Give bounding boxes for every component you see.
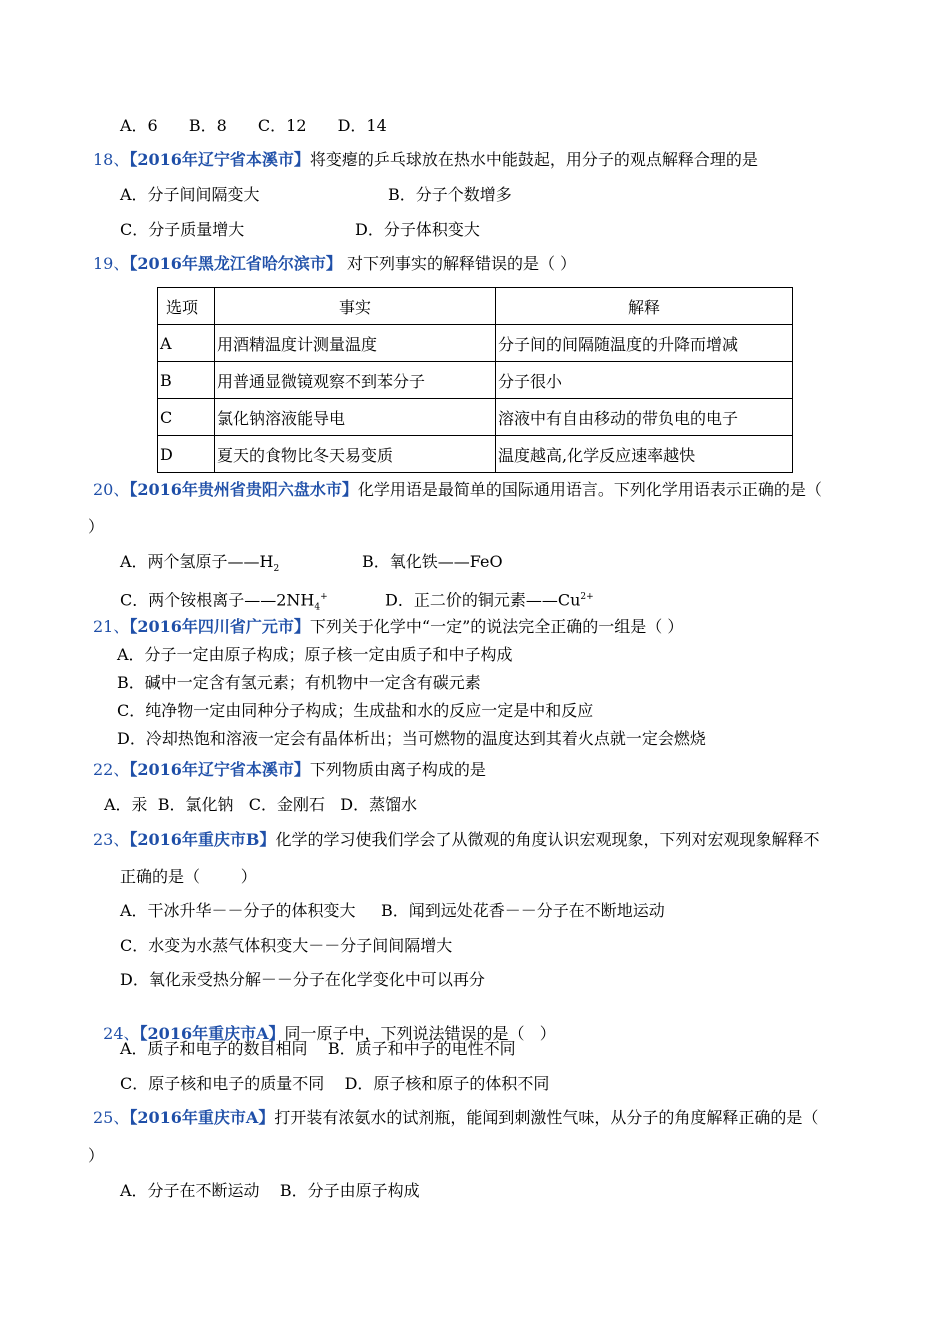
q21-option-c: C．纯净物一定由同种分子构成；生成盐和水的反应一定是中和反应 [117, 701, 594, 720]
table-cell: D [158, 436, 215, 473]
option-text: D．正二价的铜元素——Cu [385, 590, 581, 610]
question-source: 【2016年辽宁省本溪市】 [129, 760, 310, 779]
question-number: 23、 [93, 830, 130, 849]
question-text: 将变瘪的乒乓球放在热水中能鼓起，用分子的观点解释合理的是 [309, 150, 758, 169]
q20-option-b [362, 552, 503, 572]
question-text: 化学用语是最简单的国际通用语言。下列化学用语表示正确的是（ [357, 480, 822, 499]
table-header-cell: 事实 [215, 288, 496, 325]
q17-options [120, 116, 387, 136]
table-cell: 用酒精温度计测量温度 [215, 325, 496, 362]
question-number: 20、 [93, 480, 130, 499]
question-number: 25、 [93, 1108, 130, 1127]
question-source: 【2016年贵州省贵阳六盘水市】 [129, 480, 358, 499]
option-text: A．两个氢原子——H [120, 552, 274, 571]
table-cell: 夏天的食物比冬天易变质 [215, 436, 496, 473]
q20-stem [93, 480, 822, 500]
q21-stem [93, 617, 683, 637]
superscript: 2+ [580, 592, 594, 602]
q20-option-a [120, 552, 279, 579]
question-source: 【2016年四川省广元市】 [129, 617, 310, 636]
question-source: 【2016年重庆市A】 [129, 1108, 275, 1127]
q17-option-a: A．6 [120, 116, 158, 135]
question-text: 化学的学习使我们学会了从微观的角度认识宏观现象，下列对宏观现象解释不 [275, 830, 820, 849]
question-text: 下列物质由离子构成的是 [309, 760, 486, 779]
table-cell: 分子间的间隔随温度的升降而增减 [496, 325, 793, 362]
question-source: 【2016年黑龙江省哈尔滨市】 [129, 254, 342, 273]
table-row [158, 436, 793, 473]
question-number: 19、 [93, 254, 130, 273]
table-cell: 温度越高,化学反应速率越快 [496, 436, 793, 473]
q18-stem [93, 150, 758, 170]
q17-option-b: B．8 [188, 116, 227, 135]
superscript: + [320, 592, 328, 602]
q23-options-ab: A．干冰升华－－分子的体积变大 B．闻到远处花香－－分子在不断地运动 [120, 901, 665, 920]
question-source: 【2016年辽宁省本溪市】 [129, 150, 310, 169]
subscript: 4 [314, 602, 321, 613]
question-number: 22、 [93, 760, 130, 779]
q25-stem-continued: ） [88, 1146, 105, 1165]
table-row [158, 399, 793, 436]
q20-option-c [120, 587, 328, 618]
q23-stem-continued: 正确的是（ ） [120, 867, 257, 886]
question-text: 打开装有浓氨水的试剂瓶，能闻到刺激性气味，从分子的角度解释正确的是（ [274, 1108, 819, 1127]
table-cell: C [158, 399, 215, 436]
q17-option-c: C．12 [257, 116, 307, 135]
q23-stem [93, 830, 819, 850]
q20-option-d [385, 587, 594, 610]
table-cell: A [158, 325, 215, 362]
table-cell: 用普通显微镜观察不到苯分子 [215, 362, 496, 399]
q22-stem [93, 760, 486, 780]
q24-options-ab: A．质子和电子的数目相同 B．质子和中子的电性不同 [120, 1039, 516, 1058]
q20-stem-continued: ） [88, 517, 105, 536]
q21-option-b: B．碱中一定含有氢元素；有机物中一定含有碳元素 [117, 673, 481, 692]
table-cell: 溶液中有自由移动的带负电的电子 [496, 399, 793, 436]
q25-stem [93, 1108, 818, 1128]
table-header-cell: 解释 [496, 288, 793, 325]
question-text: 下列关于化学中“一定”的说法完全正确的一组是（ ） [309, 617, 684, 636]
question-text: 对下列事实的解释错误的是（ ） [341, 254, 577, 273]
table-header-row [158, 288, 793, 325]
table-row [158, 325, 793, 362]
q18-option-d: D．分子体积变大 [355, 220, 480, 239]
q23-option-d: D．氧化汞受热分解－－分子在化学变化中可以再分 [120, 970, 485, 989]
q24-options-cd: C．原子核和电子的质量不同 D．原子核和原子的体积不同 [120, 1074, 550, 1093]
table-header-cell: 选项 [158, 288, 215, 325]
table-row [158, 362, 793, 399]
question-source: 【2016年重庆市B】 [129, 830, 276, 849]
q17-option-d: D．14 [337, 116, 387, 135]
option-text: B．氧化铁——FeO [362, 552, 503, 571]
table-cell: 分子很小 [496, 362, 793, 399]
question-text: 同一原子中，下列说法错误的是（ ） [284, 1024, 556, 1043]
q22-options: A．汞 B．氯化钠 C．金刚石 D．蒸馏水 [104, 795, 418, 814]
q18-option-c: C．分子质量增大 [120, 220, 245, 239]
table-cell: B [158, 362, 215, 399]
question-number: 24、 [103, 1024, 140, 1043]
question-number: 21、 [93, 617, 130, 636]
q19-stem [93, 254, 576, 274]
table-cell: 氯化钠溶液能导电 [215, 399, 496, 436]
q18-option-b: B．分子个数增多 [388, 185, 512, 204]
question-number: 18、 [93, 150, 130, 169]
q23-option-c: C．水变为水蒸气体积变大－－分子间间隔增大 [120, 936, 453, 955]
option-text: C．两个铵根离子——2NH [120, 590, 315, 610]
q24-stem [93, 1004, 556, 1044]
subscript: 2 [273, 564, 280, 575]
question-source: 【2016年重庆市A】 [139, 1024, 285, 1043]
q25-options: A．分子在不断运动 B．分子由原子构成 [120, 1181, 420, 1200]
q21-option-a: A．分子一定由原子构成；原子核一定由质子和中子构成 [117, 645, 513, 664]
q19-table [157, 287, 793, 473]
q21-option-d: D．冷却热饱和溶液一定会有晶体析出；当可燃物的温度达到其着火点就一定会燃烧 [117, 729, 706, 748]
q18-option-a: A．分子间间隔变大 [120, 185, 260, 204]
